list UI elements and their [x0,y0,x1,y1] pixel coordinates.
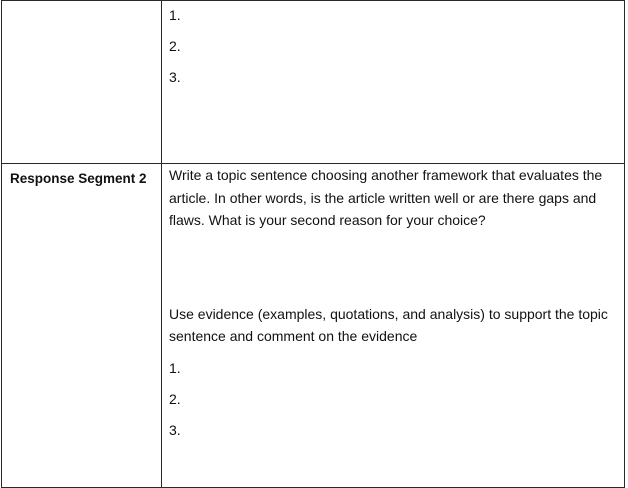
segment-label: Response Segment 2 [10,171,147,186]
table-row [2,164,625,488]
numbered-list [169,1,624,88]
numbered-list [169,357,624,441]
list-item: 2. [169,390,181,407]
response-table [1,0,625,488]
segment-label-cell [2,1,162,164]
table-row [2,1,625,164]
segment-label-cell [2,164,162,488]
list-item: 2. [169,38,181,54]
list-item: 3. [169,69,181,85]
list-item: 3. [169,421,181,438]
segment-content-cell [162,164,625,488]
list-item: 1. [169,359,181,376]
segment-content-cell [162,1,625,164]
topic-sentence-prompt: Write a topic sentence choosing another framework that evaluates the article. In other words, is the article written well or are there gaps and flaws. What is your second reason for your choice? [169,167,603,228]
evidence-prompt: Use evidence (examples, quotations, and analysis) to support the topic sentence and comment on the evidence [169,305,608,344]
list-item: 1. [169,7,181,23]
